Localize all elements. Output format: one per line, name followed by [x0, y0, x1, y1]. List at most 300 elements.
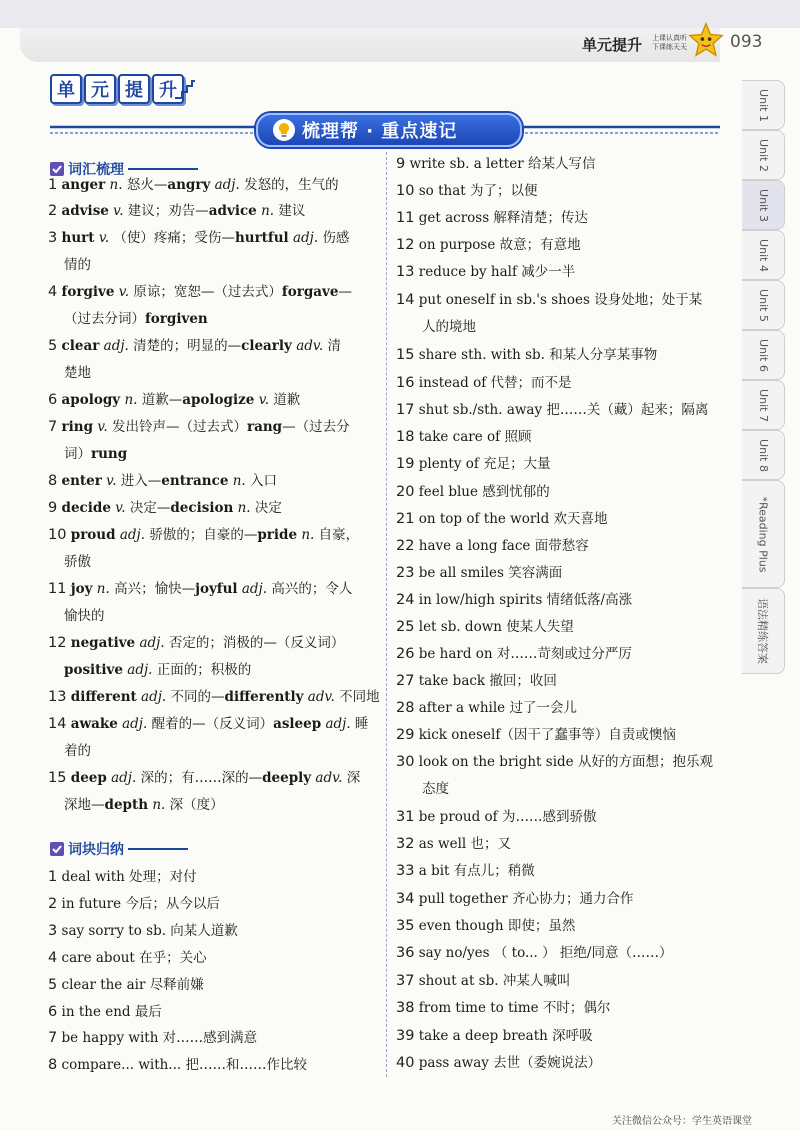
section-phrase-header — [50, 839, 188, 859]
entry-number: 8 — [48, 1057, 58, 1073]
tab-label: 语法精练答案 — [756, 598, 769, 664]
entry-number: 13 — [396, 264, 415, 280]
phrase-entry-continued — [422, 314, 476, 341]
tab-label: Unit 2 — [756, 138, 770, 172]
tab-label: Unit 7 — [756, 388, 770, 422]
phrase-text: as well 也；又 — [418, 836, 511, 852]
entry-number: 9 — [396, 156, 406, 172]
entry-number: 11 — [48, 581, 67, 597]
vocab-meaning: 建议；劝告— — [123, 203, 209, 219]
vocab-meaning: 醒着的—（反义词） — [147, 716, 274, 732]
vocab-entry — [48, 711, 368, 738]
part-of-speech: adj. — [119, 527, 146, 543]
top-strip — [0, 0, 800, 28]
vocab-entry-continued — [64, 549, 91, 576]
phrase-text: reduce by half 减少一半 — [418, 264, 576, 280]
tab-unit[interactable] — [742, 230, 785, 280]
phrase-entry — [48, 1025, 257, 1052]
footer-note: 关注微信公众号：学生英语课堂 — [612, 1116, 752, 1127]
section-underline — [128, 848, 188, 850]
entry-number: 11 — [396, 210, 415, 226]
entry-number: 38 — [396, 1000, 415, 1016]
phrase-entry — [396, 641, 632, 668]
part-of-speech: v. — [115, 500, 126, 516]
phrase-text: share sth. with sb. 和某人分享某事物 — [418, 347, 658, 363]
entry-number: 20 — [396, 484, 415, 500]
vocab-word: clear — [61, 338, 100, 354]
vocab-meaning: （使）疼痛；受伤— — [109, 230, 235, 246]
vocab-meaning: （过去分词） — [64, 311, 145, 327]
part-of-speech: adj. — [103, 338, 129, 354]
vocab-entry-continued — [64, 441, 127, 468]
vocab-meaning: 道歉— — [137, 392, 183, 408]
vocab-meaning: 词） — [64, 446, 91, 462]
vocab-entry-continued — [64, 360, 91, 387]
vocab-entry — [48, 333, 341, 360]
phrase-text: be hard on 对……苛刻或过分严厉 — [418, 646, 632, 662]
vocab-meaning: 道歉 — [269, 392, 301, 408]
part-of-speech: n. — [109, 177, 123, 193]
entry-number: 12 — [396, 237, 415, 253]
entry-number: 7 — [48, 1030, 58, 1046]
part-of-speech: n. — [301, 527, 315, 543]
vocab-meaning: 否定的；消极的—（反义词） — [164, 635, 345, 651]
section-banner — [256, 113, 522, 147]
entry-number: 4 — [48, 284, 58, 300]
phrase-text: in the end 最后 — [61, 1004, 162, 1020]
vocab-meaning: 深（度） — [165, 797, 224, 813]
vocab-entry — [48, 198, 305, 225]
phrase-entry — [396, 858, 535, 885]
entry-number: 9 — [48, 500, 58, 516]
unit-title-char: 提 — [118, 74, 150, 104]
phrase-entry — [396, 178, 537, 205]
entry-number: 21 — [396, 511, 415, 527]
vocab-meaning: 不同地 — [334, 689, 380, 705]
vocab-meaning: 清楚的；明显的— — [128, 338, 242, 354]
entry-number: 2 — [48, 203, 58, 219]
entry-number: 15 — [48, 770, 67, 786]
phrase-entry-continued — [422, 776, 449, 803]
section-bullet-icon — [50, 842, 64, 856]
phrase-entry — [48, 891, 220, 918]
phrase-entry — [396, 451, 551, 478]
phrase-entry — [396, 695, 577, 722]
phrase-entry — [396, 995, 610, 1022]
vocab-entry — [48, 576, 352, 603]
phrase-entry — [396, 722, 676, 749]
phrase-text: feel blue 感到忧郁的 — [418, 484, 550, 500]
tab-unit[interactable] — [742, 180, 785, 230]
vocab-word: anger — [61, 177, 106, 193]
tab-label: Unit 6 — [756, 338, 770, 372]
phrase-text: get across 解释清楚；传达 — [418, 210, 588, 226]
tab-label: *Reading Plus — [756, 495, 770, 573]
vocab-word: hurtful — [234, 230, 289, 246]
vocab-meaning: 决定 — [250, 500, 282, 516]
vocab-meaning: 进入— — [116, 473, 162, 489]
tab-unit[interactable] — [742, 330, 785, 380]
vocab-meaning: 正面的；积极的 — [152, 662, 252, 678]
entry-number: 13 — [48, 689, 67, 705]
entry-number: 6 — [48, 392, 58, 408]
entry-number: 35 — [396, 918, 415, 934]
vocab-word: asleep — [273, 716, 322, 732]
entry-number: 32 — [396, 836, 415, 852]
vocab-meaning: 深的；有……深的— — [136, 770, 263, 786]
part-of-speech: v. — [98, 230, 110, 246]
entry-number: 34 — [396, 891, 415, 907]
vocab-word: forgive — [61, 284, 115, 300]
phrase-text: even though 即使；虽然 — [418, 918, 576, 934]
phrase-entry — [396, 479, 550, 506]
entry-number: 3 — [48, 230, 58, 246]
part-of-speech: v. — [258, 392, 270, 408]
title-decoration-icon — [174, 78, 196, 100]
tab-unit[interactable] — [742, 130, 785, 180]
vocab-word: hurt — [61, 230, 95, 246]
banner-title: 梳理帮 · 重点速记 — [302, 121, 458, 142]
vocab-word: rung — [91, 446, 128, 462]
phrase-text: look on the bright side 从好的方面想；抱乐观 — [418, 754, 713, 770]
unit-title-char: 元 — [84, 74, 116, 104]
phrase-text: on top of the world 欢天喜地 — [418, 511, 608, 527]
entry-number: 14 — [48, 716, 67, 732]
phrase-text: kick oneself（因干了蠢事等）自责或懊恼 — [418, 727, 676, 743]
entry-number: 19 — [396, 456, 415, 472]
part-of-speech: adj. — [292, 230, 319, 246]
vocab-word: apologize — [182, 392, 255, 408]
vocab-meaning: 高兴的；令人 — [267, 581, 353, 597]
entry-number: 5 — [48, 977, 58, 993]
vocab-meaning: 怒火— — [122, 177, 168, 193]
phrase-text: from time to time 不时；偶尔 — [418, 1000, 611, 1016]
entry-number: 1 — [48, 869, 58, 885]
vocab-word: differently — [224, 689, 304, 705]
header-slogan — [652, 34, 687, 52]
phrase-text: 人的境地 — [422, 319, 476, 335]
phrase-text: compare... with... 把……和……作比较 — [61, 1057, 307, 1073]
part-of-speech: n. — [232, 473, 246, 489]
part-of-speech: n. — [96, 581, 110, 597]
vocab-word: advise — [61, 203, 109, 219]
tab-unit[interactable] — [742, 430, 785, 480]
phrase-text: be happy with 对……感到满意 — [61, 1030, 258, 1046]
vocab-meaning: 着的 — [64, 743, 91, 759]
vocab-word: ring — [61, 419, 94, 435]
phrase-text: take a deep breath 深呼吸 — [418, 1028, 593, 1044]
part-of-speech: v. — [106, 473, 117, 489]
entry-number: 36 — [396, 945, 415, 961]
vocab-meaning: 深 — [342, 770, 361, 786]
tab-label: Unit 5 — [756, 288, 770, 322]
vocab-entry — [48, 522, 359, 549]
entry-number: 10 — [48, 527, 67, 543]
vocab-meaning: —（过去分 — [282, 419, 350, 435]
section-vocab-title: 词汇梳理 — [68, 162, 124, 178]
entry-number: 6 — [48, 1004, 58, 1020]
vocab-entry — [48, 684, 380, 711]
vocab-entry-continued — [64, 738, 91, 765]
entry-number: 30 — [396, 754, 415, 770]
phrase-entry — [396, 831, 511, 858]
phrase-text: have a long face 面带愁容 — [418, 538, 589, 554]
entry-number: 12 — [48, 635, 67, 651]
tab-unit[interactable] — [742, 480, 785, 588]
unit-title — [50, 74, 186, 104]
vocab-entry — [48, 765, 360, 792]
vocab-word: awake — [70, 716, 118, 732]
entry-number: 23 — [396, 565, 415, 581]
vocab-meaning: 发怒的，生气的 — [239, 177, 339, 193]
vocab-meaning: 不同的— — [166, 689, 225, 705]
entry-number: 28 — [396, 700, 415, 716]
vocab-word: decision — [170, 500, 234, 516]
vocab-meaning: 睡 — [350, 716, 369, 732]
header-section-title: 单元提升 — [582, 36, 643, 54]
phrase-text: take care of 照顾 — [418, 429, 532, 445]
phrase-entry — [396, 506, 608, 533]
part-of-speech: adj. — [325, 716, 351, 732]
phrase-entry — [396, 533, 589, 560]
phrase-text: say no/yes （ to... ） 拒绝/同意（……） — [418, 945, 673, 961]
column-divider — [386, 152, 387, 1077]
vocab-word: joyful — [195, 581, 238, 597]
phrase-text: be proud of 为……感到骄傲 — [418, 809, 597, 825]
phrase-entry — [396, 804, 596, 831]
entry-number: 29 — [396, 727, 415, 743]
section-underline — [128, 168, 198, 170]
vocab-meaning: — — [338, 284, 352, 300]
part-of-speech: v. — [97, 419, 108, 435]
part-of-speech: adj. — [127, 662, 153, 678]
vocab-meaning: 伤感 — [318, 230, 350, 246]
phrase-entry — [396, 151, 595, 178]
tab-label: Unit 8 — [756, 438, 770, 472]
vocab-word: pride — [257, 527, 298, 543]
vocab-word: angry — [167, 177, 211, 193]
phrase-entry — [48, 999, 162, 1026]
vocab-entry — [48, 630, 344, 657]
phrase-text: deal with 处理；对付 — [61, 869, 197, 885]
entry-number: 1 — [48, 177, 58, 193]
phrase-entry — [396, 749, 713, 776]
phrase-text: let sb. down 使某人失望 — [418, 619, 574, 635]
page-number: 093 — [730, 32, 763, 52]
tab-label: Unit 1 — [756, 88, 770, 122]
tab-unit[interactable] — [742, 80, 785, 130]
phrase-text: put oneself in sb.'s shoes 设身处地；处于某 — [418, 292, 703, 308]
phrase-entry — [48, 1052, 307, 1079]
phrase-text: so that 为了；以便 — [418, 183, 538, 199]
phrase-entry — [396, 1050, 601, 1077]
vocab-entry-continued — [64, 252, 91, 279]
tab-label: Unit 3 — [756, 188, 770, 222]
vocab-word: advice — [208, 203, 257, 219]
vocab-entry — [48, 279, 352, 306]
phrase-text: on purpose 故意；有意地 — [418, 237, 581, 253]
lightbulb-icon — [272, 118, 296, 142]
vocab-word: deep — [70, 770, 107, 786]
tab-unit[interactable] — [742, 588, 785, 674]
star-mascot-icon — [688, 22, 724, 58]
vocab-word: apology — [61, 392, 121, 408]
part-of-speech: adv. — [315, 770, 343, 786]
phrase-entry — [396, 287, 702, 314]
section-phrase-title: 词块归纳 — [68, 842, 124, 858]
entry-number: 15 — [396, 347, 415, 363]
part-of-speech: n. — [152, 797, 166, 813]
vocab-meaning: 骄傲的；自豪的— — [145, 527, 258, 543]
phrase-entry — [396, 397, 708, 424]
phrase-text: shout at sb. 冲某人喊叫 — [418, 973, 571, 989]
unit-title-char: 升 — [152, 74, 184, 104]
entry-number: 25 — [396, 619, 415, 635]
entry-number: 14 — [396, 292, 415, 308]
phrase-entry — [396, 913, 575, 940]
vocab-word: joy — [70, 581, 93, 597]
vocab-meaning: 楚地 — [64, 365, 91, 381]
part-of-speech: n. — [261, 203, 275, 219]
entry-number: 31 — [396, 809, 415, 825]
phrase-text: write sb. a letter 给某人写信 — [409, 156, 596, 172]
vocab-meaning: 深地— — [64, 797, 105, 813]
tab-label: Unit 4 — [756, 238, 770, 272]
vocab-word: enter — [61, 473, 102, 489]
part-of-speech: adv. — [296, 338, 324, 354]
vocab-entry-continued — [64, 657, 251, 684]
entry-number: 39 — [396, 1028, 415, 1044]
vocab-meaning: 入口 — [245, 473, 278, 489]
entry-number: 27 — [396, 673, 415, 689]
phrase-text: plenty of 充足；大量 — [418, 456, 551, 472]
entry-number: 2 — [48, 896, 58, 912]
part-of-speech: n. — [237, 500, 251, 516]
phrase-text: pass away 去世（委婉说法） — [418, 1055, 602, 1071]
phrase-entry — [48, 945, 207, 972]
part-of-speech: n. — [124, 392, 138, 408]
phrase-entry — [396, 940, 672, 967]
part-of-speech: adj. — [241, 581, 268, 597]
vocab-word: positive — [64, 662, 123, 678]
part-of-speech: adj. — [214, 177, 240, 193]
vocab-word: proud — [70, 527, 116, 543]
tab-unit[interactable] — [742, 380, 785, 430]
header-slogan-line2: 下课练天天 — [652, 43, 687, 51]
tab-unit[interactable] — [742, 280, 785, 330]
vocab-entry — [48, 225, 349, 252]
vocab-meaning: 决定— — [125, 500, 171, 516]
vocab-meaning: 原谅；宽恕—（过去式） — [129, 284, 282, 300]
part-of-speech: v. — [118, 284, 130, 300]
part-of-speech: adj. — [141, 689, 167, 705]
entry-number: 40 — [396, 1055, 415, 1071]
entry-number: 8 — [48, 473, 58, 489]
entry-number: 37 — [396, 973, 415, 989]
phrase-entry — [396, 560, 562, 587]
header-slogan-line1: 上课认真听 — [652, 34, 687, 42]
phrase-text: be all smiles 笑容满面 — [418, 565, 563, 581]
phrase-text: pull together 齐心协力；通力合作 — [418, 891, 634, 907]
entry-number: 18 — [396, 429, 415, 445]
part-of-speech: adj. — [122, 716, 148, 732]
entry-number: 16 — [396, 375, 415, 391]
phrase-text: take back 撤回；收回 — [418, 673, 557, 689]
phrase-entry — [48, 918, 238, 945]
vocab-entry — [48, 468, 277, 495]
entry-number: 5 — [48, 338, 58, 354]
vocab-meaning: 愉快的 — [64, 608, 105, 624]
vocab-meaning: 情的 — [64, 257, 91, 273]
phrase-entry — [396, 668, 557, 695]
entry-number: 22 — [396, 538, 415, 554]
phrase-entry — [396, 614, 574, 641]
phrase-entry — [396, 968, 570, 995]
phrase-text: in low/high spirits 情绪低落/高涨 — [418, 592, 633, 608]
phrase-text: say sorry to sb. 向某人道歉 — [61, 923, 238, 939]
phrase-text: clear the air 尽释前嫌 — [61, 977, 204, 993]
vocab-entry — [48, 172, 339, 199]
vocab-word: clearly — [241, 338, 292, 354]
vocab-entry-continued — [64, 792, 224, 819]
vocab-word: entrance — [161, 473, 229, 489]
entry-number: 17 — [396, 402, 415, 418]
entry-number: 10 — [396, 183, 415, 199]
vocab-word: decide — [61, 500, 111, 516]
phrase-entry — [396, 342, 657, 369]
vocab-word: forgave — [281, 284, 339, 300]
vocab-entry — [48, 387, 300, 414]
phrase-text: shut sb./sth. away 把……关（藏）起来；隔离 — [418, 402, 709, 418]
vocab-entry — [48, 414, 350, 441]
unit-title-char: 单 — [50, 74, 82, 104]
entry-number: 26 — [396, 646, 415, 662]
part-of-speech: adv. — [307, 689, 335, 705]
vocab-word: rang — [246, 419, 283, 435]
vocab-word: forgiven — [145, 311, 208, 327]
entry-number: 33 — [396, 863, 415, 879]
phrase-entry — [396, 205, 588, 232]
vocab-word: depth — [104, 797, 149, 813]
phrase-entry — [396, 886, 634, 913]
phrase-entry — [48, 972, 204, 999]
phrase-entry — [396, 259, 575, 286]
vocab-meaning: 自豪， — [314, 527, 360, 543]
vocab-meaning: 建议 — [274, 203, 306, 219]
vocab-entry — [48, 495, 282, 522]
entry-number: 7 — [48, 419, 58, 435]
phrase-text: in future 今后；从今以后 — [61, 896, 220, 912]
vocab-meaning: 清 — [323, 338, 341, 354]
phrase-text: care about 在乎；关心 — [61, 950, 207, 966]
entry-number: 24 — [396, 592, 415, 608]
entry-number: 4 — [48, 950, 58, 966]
vocab-entry-continued — [64, 306, 208, 333]
phrase-entry — [396, 1023, 593, 1050]
phrase-entry — [48, 864, 197, 891]
phrase-entry — [396, 370, 572, 397]
part-of-speech: adj. — [139, 635, 165, 651]
phrase-text: instead of 代替；而不是 — [418, 375, 572, 391]
part-of-speech: adj. — [111, 770, 137, 786]
vocab-word: negative — [70, 635, 136, 651]
phrase-entry — [396, 232, 581, 259]
phrase-text: after a while 过了一会儿 — [418, 700, 577, 716]
phrase-entry — [396, 424, 531, 451]
vocab-word: different — [70, 689, 137, 705]
vocab-meaning: 高兴；愉快— — [109, 581, 196, 597]
vocab-meaning: 骄傲 — [64, 554, 91, 570]
